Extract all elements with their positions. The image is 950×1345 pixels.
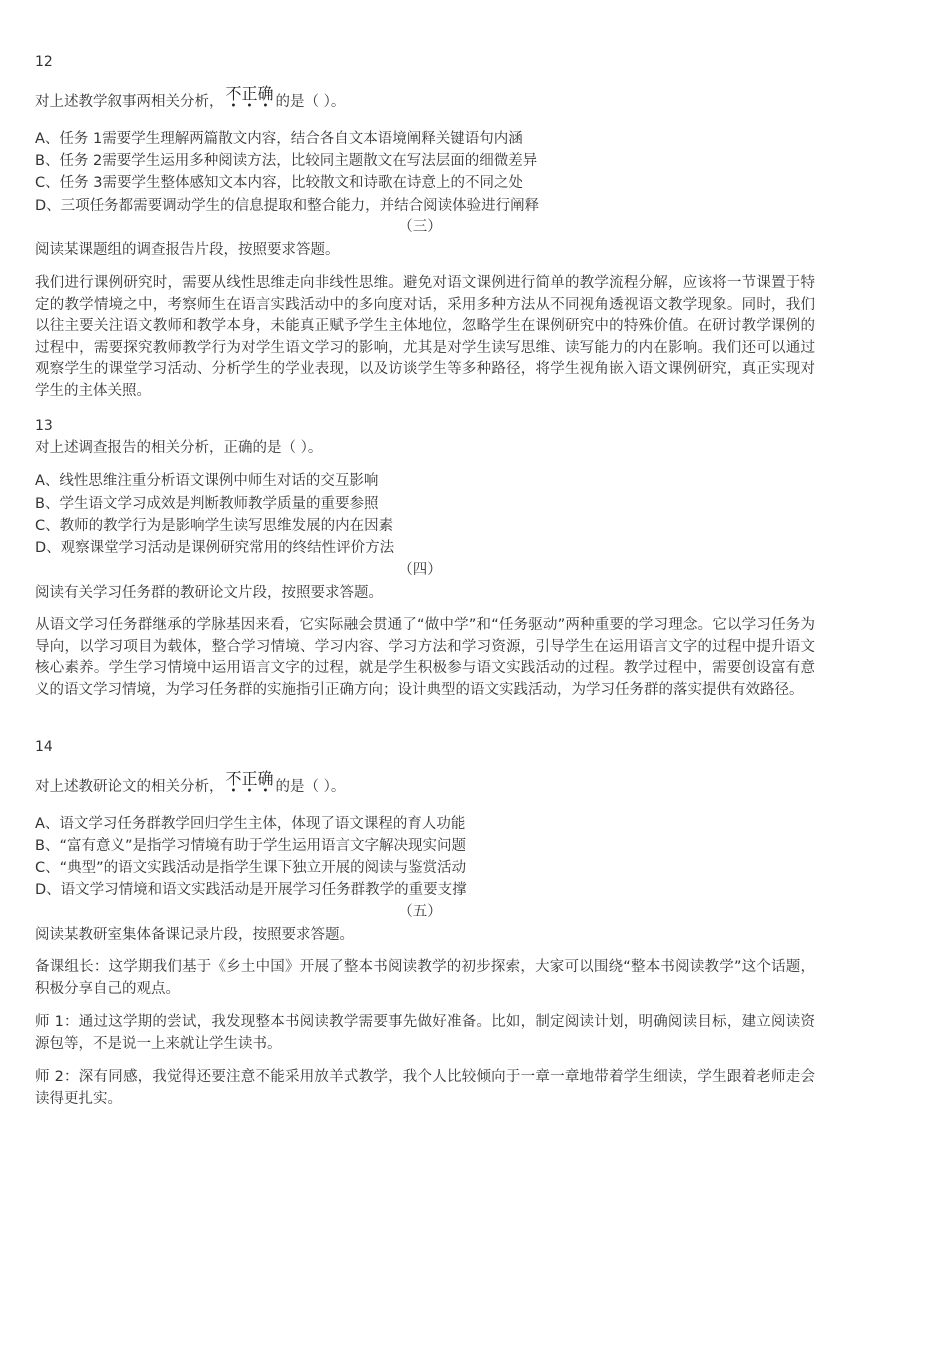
q13-option-a: A、线性思维注重分析语文课例中师生对话的交互影响: [35, 473, 379, 489]
question-14-stem-after: 的是（ ）。: [275, 779, 346, 795]
question-13-stem: 对上述调查报告的相关分析，正确的是（ ）。: [35, 440, 323, 456]
question-12-stem: [35, 84, 346, 112]
emphasis-not-correct: 不正确 • • •: [225, 84, 274, 112]
q14-option-a: A、语文学习任务群教学回归学生主体，体现了语文课程的育人功能: [35, 816, 466, 832]
question-12-stem-after: 的是（ ）。: [275, 94, 346, 110]
q12-option-d: D、三项任务都需要调动学生的信息提取和整合能力，并结合阅读体验进行阐释: [35, 198, 540, 214]
q12-option-a: A、任务 1需要学生理解两篇散文内容，结合各自文本语境阐释关键语句内涵: [35, 131, 523, 147]
q13-option-b: B、学生语文学习成效是判断教师教学质量的重要参照: [35, 496, 379, 512]
q12-option-c: C、任务 3需要学生整体感知文本内容，比较散文和诗歌在诗意上的不同之处: [35, 175, 523, 191]
dialogue-group-leader: 备课组长：这学期我们基于《乡土中国》开展了整本书阅读教学的初步探索，大家可以围绕“整本书阅读教学”这个话题，积极分享自己的观点。: [35, 959, 815, 997]
question-number-12: 12: [35, 54, 53, 70]
question-number-13: 13: [35, 418, 53, 434]
question-number-14: 14: [35, 739, 53, 755]
section-5-label: （五）: [398, 904, 442, 920]
section-4-passage: 从语文学习任务群继承的学脉基因来看，它实际融会贯通了“做中学”和“任务驱动”两种重要的学习理念。它以学习任务为导向，以学习项目为载体，整合学习情境、学习内容、学习方法和学习资源，引导学生在运用语言文字的过程中提升语文核心素养。学生学习情境中运用语言文字的过程，就是学生积极参与语文实践活动的过程。教学过程中，需要创设富有意义的语文学习情境，为学习任务群的实施指引正确方向；设计典型的语文实践活动，为学习任务群的落实提供有效路径。: [35, 617, 815, 698]
section-3-passage: 我们进行课例研究时，需要从线性思维走向非线性思维。避免对语文课例进行简单的教学流程分解，应该将一节课置于特定的教学情境之中，考察师生在语言实践活动中的多向度对话，采用多种方法从不同视角透视语文教学现象。同时，我们以往主要关注语文教师和教学本身，未能真正赋予学生主体地位，忽略学生在课例研究中的特殊价值。在研讨教学课例的过程中，需要探究教师教学行为对学生语文学习的影响，尤其是对学生读写思维、读写能力的内在影响。我们还可以通过观察学生的课堂学习活动、分析学生的学业表现，以及访谈学生等多种路径，将学生视角嵌入语文课例研究，真正实现对学生的主体关照。: [35, 275, 815, 399]
emphasis-not-correct: 不正确 • • •: [225, 769, 274, 797]
q13-option-d: D、观察课堂学习活动是课例研究常用的终结性评价方法: [35, 540, 395, 556]
section-3-intro: 阅读某课题组的调查报告片段，按照要求答题。: [35, 242, 340, 258]
question-14-stem-before: 对上述教研论文的相关分析，: [35, 779, 224, 795]
q14-option-b: B、“富有意义”是指学习情境有助于学生运用语言文字解决现实问题: [35, 838, 466, 854]
section-4-label: （四）: [398, 562, 442, 578]
q12-option-b: B、任务 2需要学生运用多种阅读方法，比较同主题散文在写法层面的细微差异: [35, 153, 538, 169]
section-3-label: （三）: [398, 219, 442, 235]
dialogue-teacher-2: 师 2：深有同感，我觉得还要注意不能采用放羊式教学，我个人比较倾向于一章一章地带着学生细读，学生跟着老师走会读得更扎实。: [35, 1069, 815, 1107]
section-4-intro: 阅读有关学习任务群的教研论文片段，按照要求答题。: [35, 585, 383, 601]
q13-option-c: C、教师的教学行为是影响学生读写思维发展的内在因素: [35, 518, 394, 534]
dialogue-teacher-1: 师 1：通过这学期的尝试，我发现整本书阅读教学需要事先做好准备。比如，制定阅读计划，明确阅读目标，建立阅读资源包等，不是说一上来就让学生读书。: [35, 1014, 815, 1052]
q14-option-c: C、“典型”的语文实践活动是指学生课下独立开展的阅读与鉴赏活动: [35, 860, 467, 876]
q14-option-d: D、语文学习情境和语文实践活动是开展学习任务群教学的重要支撑: [35, 882, 467, 898]
question-12-stem-before: 对上述教学叙事两相关分析，: [35, 94, 224, 110]
question-14-stem: [35, 769, 346, 797]
section-5-intro: 阅读某教研室集体备课记录片段，按照要求答题。: [35, 927, 354, 943]
